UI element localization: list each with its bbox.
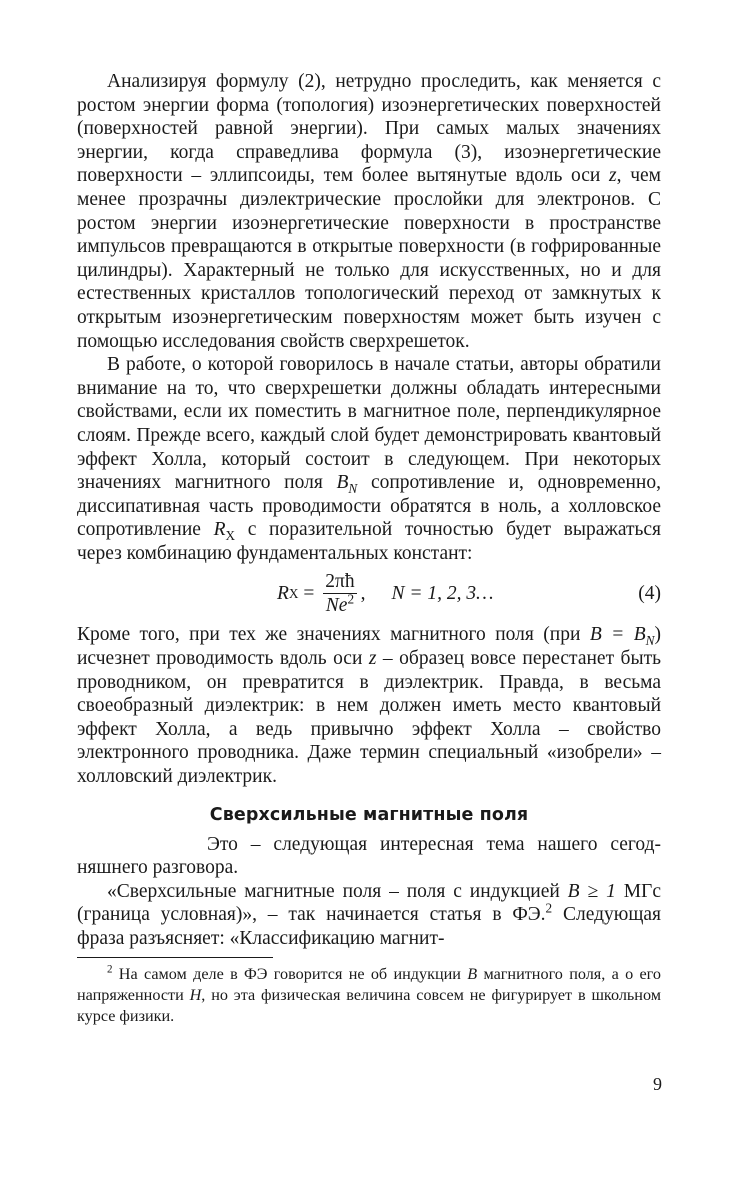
paragraph-superstrong [77, 880, 661, 951]
footnote-ref[interactable]: 2 [545, 900, 553, 916]
page-body [77, 70, 661, 1027]
formula-fraction [323, 571, 356, 616]
var-B-condition: B ≥ 1 [567, 880, 616, 902]
footnote-2 [77, 964, 661, 1027]
text-run: с поразительной точностью будет выражаться через комбинацию фундаментальных констант: [77, 519, 662, 564]
fraction-denominator [325, 591, 355, 617]
denominator-text: Ne [325, 595, 348, 617]
formula-comma: , [360, 582, 366, 604]
text-run: сопротивление и, одновременно, диссипативная часть проводимости обратятся в ноль, а холловское сопротивление [77, 472, 661, 541]
page-number: 9 [653, 1074, 662, 1094]
fraction-numerator: 2πħ [325, 571, 355, 593]
var-B: B [336, 472, 349, 494]
formula-equals: = [298, 582, 320, 604]
text-run: В работе, о которой говорилось в начале статьи, авторы обратили внимание на то, что сверхрешетки должны обладать интересными свойствами, если их поместить в магнитное поле, перпендикулярное слоям. Прежде всего, каждый слой будет демонстрировать квантовый эффект Холла, который состоит в следующем. При некоторых значениях магнитного поля [77, 354, 661, 494]
text-run: МГс (граница условная)», – так начинается статья в ФЭ. [77, 880, 661, 926]
formula-4 [77, 565, 661, 623]
text-run: На самом деле в ФЭ говорится не об индукции [112, 964, 468, 983]
paragraph-dielectric [77, 623, 661, 788]
text-run: ) исчезнет проводимость вдоль оси [77, 624, 662, 670]
formula-n-values: N = 1, 2, 3… [391, 582, 494, 604]
sub-X: X [225, 528, 236, 544]
text-run: Анализируя формулу (2), нетрудно проследить, как меняется с ростом энергии форма (топология) изоэнергетических поверхностей (поверхностей равной энергии). При самых малых значениях энергии, когда справедлива формула (3), изоэнергетические поверхности – эллипсоиды, тем более вытянутые вдоль оси [77, 71, 661, 187]
var-z: z [609, 165, 617, 187]
text-run: магнитного поля, а о его напряженности [77, 964, 661, 1004]
text-run: – образец вовсе перестанет быть проводником, он превратится в диэлектрик. Правда, в весьма своеобразный диэлектрик: в нем должен иметь место квантовый эффект Холла, а ведь привычно эффект Холла – свойство электронного проводника. Даже термин специальный «изобрели» – холловский диэлектрик. [77, 648, 661, 788]
var-B: B [467, 964, 478, 983]
formula-lhs: R [277, 582, 289, 604]
text-run: Следующая фраза разъясняет: «Классификацию магнит- [77, 904, 661, 949]
section-heading: Сверхсильные магнитные поля [209, 804, 529, 825]
paragraph-hall-effect [77, 353, 661, 565]
sub-N: N [348, 480, 358, 496]
denominator-power: 2 [347, 591, 355, 607]
paragraph-intro: Это – следующая интересная тема нашего сегодняшнего разговора. [77, 833, 661, 879]
sub-N: N [645, 633, 655, 649]
formula-expression: R X = $\frac{2\pi ħ}{Ne^2}$ , N = 1, 2, 3… [277, 571, 494, 617]
var-R: R [213, 519, 226, 541]
text-run: , но эта физическая величина совсем не фигурирует в школьном курсе физики. [77, 985, 661, 1025]
footnote-mark: 2 [107, 963, 113, 976]
var-z: z [368, 648, 377, 670]
var-H: H [189, 985, 202, 1004]
formula-number: (4) [638, 583, 661, 605]
text-run: , чем менее прозрачны диэлектрические прослойки для электронов. С ростом энергии изоэнергетические поверхности в пространстве импульсов превращаются в открытые поверхности (в гофрированные цилиндры). Характерный не только для искусственных, но и для естественных кристаллов топологический переход от замкнутых к открытым изоэнергетическим поверхностям может быть изучен с помощью исследования свойств сверхрешеток. [77, 165, 661, 352]
text-run: «Сверхсильные магнитные поля – поля с индукцией [107, 880, 568, 902]
text-run: Кроме того, при тех же значениях магнитного поля (при [77, 624, 590, 646]
paragraph-topology [77, 70, 661, 353]
footnote-divider [77, 957, 273, 958]
var-B-eq-BN: B = B [589, 624, 646, 646]
